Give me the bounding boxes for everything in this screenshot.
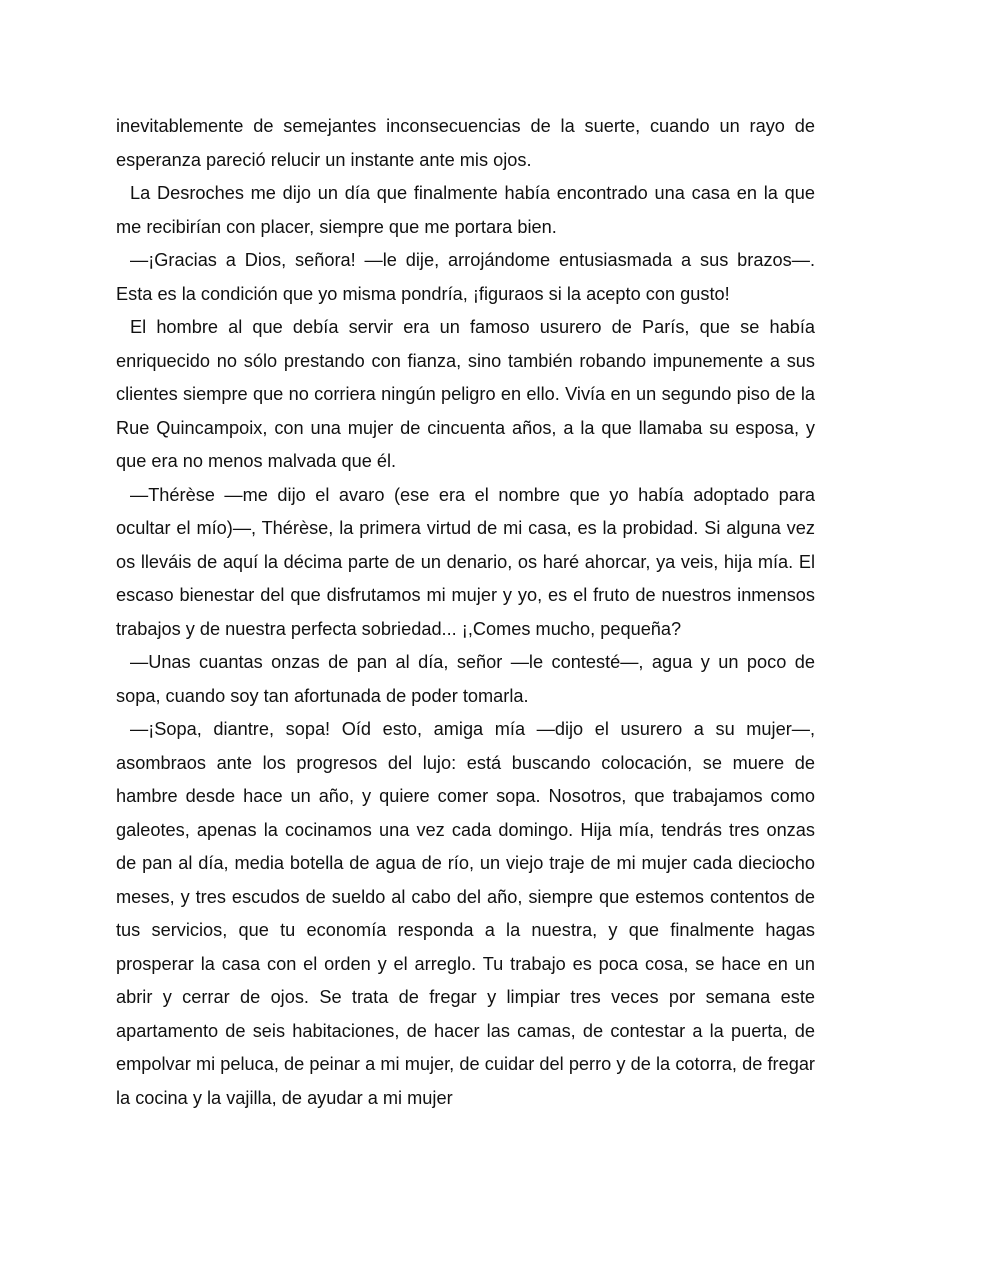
paragraph-usurero: El hombre al que debía servir era un famoso usurero de París, que se había enriquecido no sólo prestando con fianza, sino también robando impunemente a sus clientes siempre que no corriera ningún peligro en ello. Vivía en un segundo piso de la Rue Quincampoix, con una mujer de cincuenta años, a la que llamaba su esposa, y que era no menos malvada que él. xyxy=(116,317,815,471)
paragraph-desroches: La Desroches me dijo un día que finalmente había encontrado una casa en la que me recibirían con placer, siempre que me portara bien. xyxy=(116,183,815,237)
document-page xyxy=(116,110,815,1115)
paragraph-continuation: inevitablemente de semejantes inconsecuencias de la suerte, cuando un rayo de esperanza pareció relucir un instante ante mis ojos. xyxy=(116,116,815,170)
paragraph-dialogue-gracias: —¡Gracias a Dios, señora! —le dije, arrojándome entusiasmada a sus brazos—. Esta es la condición que yo misma pondría, ¡figuraos si la acepto con gusto! xyxy=(116,250,815,304)
paragraph-dialogue-sopa: —¡Sopa, diantre, sopa! Oíd esto, amiga mía —dijo el usurero a su mujer—, asombraos ante los progresos del lujo: está buscando colocación, se muere de hambre desde hace un año, y quiere comer sopa. Nosotros, que trabajamos como galeotes, apenas la cocinamos una vez cada domingo. Hija mía, tendrás tres onzas de pan al día, media botella de agua de río, un viejo traje de mi mujer cada dieciocho meses, y tres escudos de sueldo al cabo del año, siempre que estemos contentos de tus servicios, que tu economía responda a la nuestra, y que finalmente hagas prosperar la casa con el orden y el arreglo. Tu trabajo es poca cosa, se hace en un abrir y cerrar de ojos. Se trata de fregar y limpiar tres veces por semana este apartamento de seis habitaciones, de hacer las camas, de contestar a la puerta, de empolvar mi peluca, de peinar a mi mujer, de cuidar del perro y de la cotorra, de fregar la cocina y la vajilla, de ayudar a mi mujer xyxy=(116,719,815,1108)
paragraph-dialogue-onzas: —Unas cuantas onzas de pan al día, señor —le contesté—, agua y un poco de sopa, cuando soy tan afortunada de poder tomarla. xyxy=(116,652,815,706)
paragraph-dialogue-therese: —Thérèse —me dijo el avaro (ese era el nombre que yo había adoptado para ocultar el mío)—, Thérèse, la primera virtud de mi casa, es la probidad. Si alguna vez os lleváis de aquí la décima parte de un denario, os haré ahorcar, ya veis, hija mía. El escaso bienestar del que disfrutamos mi mujer y yo, es el fruto de nuestros inmensos trabajos y de nuestra perfecta sobriedad... ¡,Comes mucho, pequeña? xyxy=(116,484,815,639)
